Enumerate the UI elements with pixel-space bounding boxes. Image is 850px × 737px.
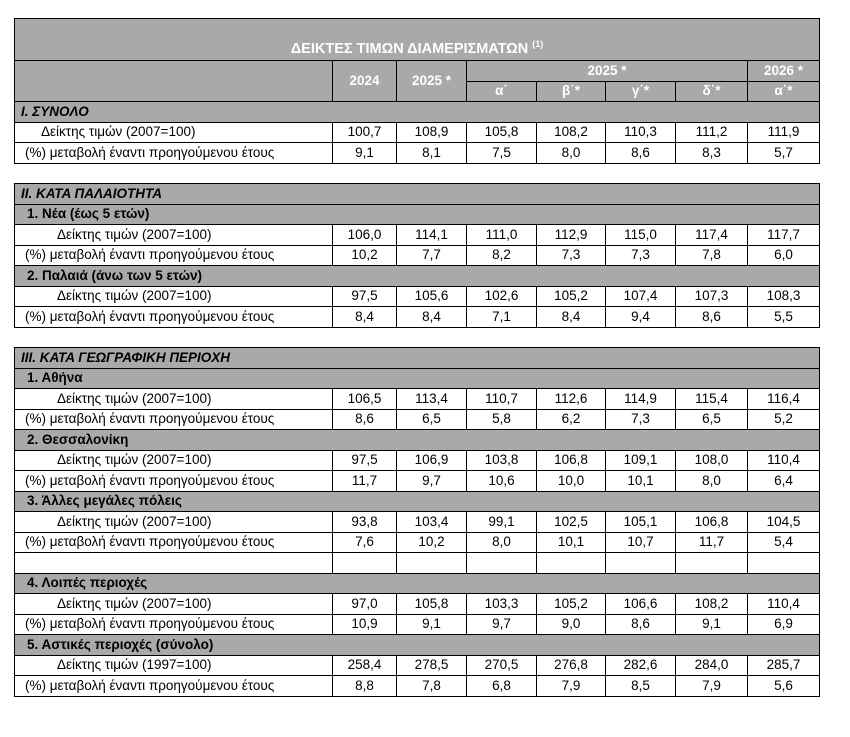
- row-label: (%) μεταβολή έναντι προηγούμενου έτους: [15, 307, 333, 328]
- group-header-row: [15, 204, 820, 225]
- value-cell: 8,8: [333, 676, 397, 697]
- spacer-cell: [467, 163, 537, 184]
- table-body: [15, 19, 820, 697]
- value-cell: 106,9: [397, 450, 467, 471]
- empty-cell: [397, 553, 467, 574]
- value-cell: 10,1: [606, 471, 676, 492]
- table-row: [15, 409, 820, 430]
- table-row: [15, 614, 820, 635]
- value-cell: 107,3: [676, 286, 748, 307]
- value-cell: 105,2: [537, 286, 606, 307]
- value-cell: 8,0: [676, 471, 748, 492]
- group-title: 2. Θεσσαλονίκη: [15, 430, 820, 451]
- table-row: [15, 286, 820, 307]
- table-title-note: (1): [532, 39, 544, 50]
- value-cell: 10,0: [537, 471, 606, 492]
- value-cell: 112,9: [537, 225, 606, 246]
- value-cell: 117,4: [676, 225, 748, 246]
- spacer-cell: [397, 163, 467, 184]
- value-cell: 8,2: [467, 245, 537, 266]
- spacer-cell: [15, 163, 333, 184]
- value-cell: 5,2: [748, 409, 820, 430]
- value-cell: 102,5: [537, 512, 606, 533]
- section-header-row: [15, 348, 820, 369]
- row-label: Δείκτης τιμών (2007=100): [15, 594, 333, 615]
- value-cell: 7,3: [537, 245, 606, 266]
- spacer-cell: [15, 327, 333, 348]
- row-label: Δείκτης τιμών (2007=100): [15, 225, 333, 246]
- value-cell: 5,7: [748, 143, 820, 164]
- value-cell: 97,5: [333, 450, 397, 471]
- value-cell: 108,3: [748, 286, 820, 307]
- value-cell: 97,5: [333, 286, 397, 307]
- spacer-cell: [748, 327, 820, 348]
- price-index-table: [14, 18, 820, 697]
- value-cell: 108,2: [537, 122, 606, 143]
- group-header-row: [15, 368, 820, 389]
- value-cell: 285,7: [748, 655, 820, 676]
- spacer-cell: [333, 327, 397, 348]
- value-cell: 105,1: [606, 512, 676, 533]
- value-cell: 8,0: [537, 143, 606, 164]
- header-2024: 2024: [333, 61, 397, 102]
- row-label: Δείκτης τιμών (2007=100): [15, 512, 333, 533]
- value-cell: 8,1: [397, 143, 467, 164]
- value-cell: 8,6: [606, 143, 676, 164]
- value-cell: 110,7: [467, 389, 537, 410]
- row-label: Δείκτης τιμών (1997=100): [15, 655, 333, 676]
- spacer-cell: [397, 327, 467, 348]
- value-cell: 105,6: [397, 286, 467, 307]
- value-cell: 93,8: [333, 512, 397, 533]
- value-cell: 270,5: [467, 655, 537, 676]
- header-quarter: β΄*: [537, 81, 606, 102]
- empty-row: [15, 553, 820, 574]
- value-cell: 110,4: [748, 450, 820, 471]
- empty-cell: [15, 553, 333, 574]
- value-cell: 9,7: [397, 471, 467, 492]
- group-title: 2. Παλαιά (άνω των 5 ετών): [15, 266, 820, 287]
- table-row: [15, 594, 820, 615]
- value-cell: 97,0: [333, 594, 397, 615]
- value-cell: 7,8: [397, 676, 467, 697]
- value-cell: 111,2: [676, 122, 748, 143]
- value-cell: 110,4: [748, 594, 820, 615]
- row-label: (%) μεταβολή έναντι προηγούμενου έτους: [15, 245, 333, 266]
- value-cell: 5,6: [748, 676, 820, 697]
- value-cell: 7,9: [676, 676, 748, 697]
- value-cell: 11,7: [676, 532, 748, 553]
- header-quarter: γ΄*: [606, 81, 676, 102]
- group-header-row: [15, 573, 820, 594]
- group-header-row: [15, 430, 820, 451]
- value-cell: 7,6: [333, 532, 397, 553]
- table-row: [15, 512, 820, 533]
- group-title: 1. Νέα (έως 5 ετών): [15, 204, 820, 225]
- value-cell: 11,7: [333, 471, 397, 492]
- value-cell: 113,4: [397, 389, 467, 410]
- header-2026: 2026 *: [748, 61, 820, 82]
- header-quarter: α΄*: [748, 81, 820, 102]
- value-cell: 103,8: [467, 450, 537, 471]
- row-label: (%) μεταβολή έναντι προηγούμενου έτους: [15, 532, 333, 553]
- row-label: Δείκτης τιμών (2007=100): [15, 450, 333, 471]
- row-label: Δείκτης τιμών (2007=100): [15, 389, 333, 410]
- empty-cell: [606, 553, 676, 574]
- empty-cell: [748, 553, 820, 574]
- group-header-row: [15, 635, 820, 656]
- table-row: [15, 676, 820, 697]
- value-cell: 5,4: [748, 532, 820, 553]
- value-cell: 115,0: [606, 225, 676, 246]
- group-title: 4. Λοιπές περιοχές: [15, 573, 820, 594]
- value-cell: 99,1: [467, 512, 537, 533]
- value-cell: 108,0: [676, 450, 748, 471]
- spacer-cell: [676, 327, 748, 348]
- section-header-row: [15, 102, 820, 123]
- value-cell: 9,4: [606, 307, 676, 328]
- value-cell: 7,5: [467, 143, 537, 164]
- row-label: (%) μεταβολή έναντι προηγούμενου έτους: [15, 143, 333, 164]
- value-cell: 8,0: [467, 532, 537, 553]
- value-cell: 9,7: [467, 614, 537, 635]
- value-cell: 258,4: [333, 655, 397, 676]
- section-header-row: [15, 184, 820, 205]
- value-cell: 7,7: [397, 245, 467, 266]
- table-row: [15, 471, 820, 492]
- table-row: [15, 389, 820, 410]
- group-title: 3. Άλλες μεγάλες πόλεις: [15, 491, 820, 512]
- value-cell: 8,3: [676, 143, 748, 164]
- value-cell: 111,0: [467, 225, 537, 246]
- value-cell: 108,2: [676, 594, 748, 615]
- value-cell: 9,1: [333, 143, 397, 164]
- section-title: ΙΙ. ΚΑΤΑ ΠΑΛΑΙΟΤΗΤΑ: [15, 184, 820, 205]
- value-cell: 9,1: [397, 614, 467, 635]
- value-cell: 6,2: [537, 409, 606, 430]
- table-row: [15, 122, 820, 143]
- value-cell: 115,4: [676, 389, 748, 410]
- value-cell: 117,7: [748, 225, 820, 246]
- header-2025: 2025 *: [397, 61, 467, 102]
- header-quarter: δ΄*: [676, 81, 748, 102]
- section-spacer: [15, 327, 820, 348]
- value-cell: 10,1: [537, 532, 606, 553]
- value-cell: 112,6: [537, 389, 606, 410]
- table-row: [15, 143, 820, 164]
- value-cell: 278,5: [397, 655, 467, 676]
- value-cell: 7,1: [467, 307, 537, 328]
- value-cell: 10,6: [467, 471, 537, 492]
- value-cell: 6,4: [748, 471, 820, 492]
- empty-cell: [467, 553, 537, 574]
- value-cell: 284,0: [676, 655, 748, 676]
- value-cell: 114,1: [397, 225, 467, 246]
- header-quarter: α΄: [467, 81, 537, 102]
- group-title: 1. Αθήνα: [15, 368, 820, 389]
- value-cell: 5,5: [748, 307, 820, 328]
- row-label: (%) μεταβολή έναντι προηγούμενου έτους: [15, 614, 333, 635]
- value-cell: 103,4: [397, 512, 467, 533]
- spacer-cell: [606, 327, 676, 348]
- value-cell: 276,8: [537, 655, 606, 676]
- value-cell: 116,4: [748, 389, 820, 410]
- value-cell: 8,5: [606, 676, 676, 697]
- value-cell: 106,6: [606, 594, 676, 615]
- value-cell: 108,9: [397, 122, 467, 143]
- spacer-cell: [606, 163, 676, 184]
- group-header-row: [15, 491, 820, 512]
- value-cell: 7,3: [606, 245, 676, 266]
- table-row: [15, 307, 820, 328]
- table-title-text: ΔΕΙΚΤΕΣ ΤΙΜΩΝ ΔΙΑΜΕΡΙΣΜΑΤΩΝ: [290, 41, 529, 57]
- spacer-cell: [537, 327, 606, 348]
- value-cell: 106,8: [537, 450, 606, 471]
- value-cell: 106,0: [333, 225, 397, 246]
- row-label: Δείκτης τιμών (2007=100): [15, 286, 333, 307]
- value-cell: 8,4: [537, 307, 606, 328]
- group-header-row: [15, 266, 820, 287]
- value-cell: 7,8: [676, 245, 748, 266]
- value-cell: 109,1: [606, 450, 676, 471]
- row-label: Δείκτης τιμών (2007=100): [15, 122, 333, 143]
- value-cell: 7,9: [537, 676, 606, 697]
- value-cell: 8,6: [333, 409, 397, 430]
- value-cell: 105,8: [397, 594, 467, 615]
- row-label: (%) μεταβολή έναντι προηγούμενου έτους: [15, 409, 333, 430]
- value-cell: 114,9: [606, 389, 676, 410]
- value-cell: 103,3: [467, 594, 537, 615]
- table-row: [15, 532, 820, 553]
- value-cell: 6,0: [748, 245, 820, 266]
- row-label: (%) μεταβολή έναντι προηγούμενου έτους: [15, 471, 333, 492]
- value-cell: 102,6: [467, 286, 537, 307]
- table-title: [15, 19, 820, 61]
- spacer-cell: [676, 163, 748, 184]
- value-cell: 10,9: [333, 614, 397, 635]
- value-cell: 110,3: [606, 122, 676, 143]
- value-cell: 105,8: [467, 122, 537, 143]
- table-row: [15, 245, 820, 266]
- value-cell: 105,2: [537, 594, 606, 615]
- value-cell: 10,2: [397, 532, 467, 553]
- value-cell: 107,4: [606, 286, 676, 307]
- group-title: 5. Αστικές περιοχές (σύνολο): [15, 635, 820, 656]
- value-cell: 100,7: [333, 122, 397, 143]
- empty-cell: [676, 553, 748, 574]
- spacer-cell: [467, 327, 537, 348]
- section-title: Ι. ΣΥΝΟΛΟ: [15, 102, 820, 123]
- value-cell: 6,8: [467, 676, 537, 697]
- value-cell: 10,7: [606, 532, 676, 553]
- value-cell: 6,5: [676, 409, 748, 430]
- empty-cell: [537, 553, 606, 574]
- table-row: [15, 655, 820, 676]
- value-cell: 9,0: [537, 614, 606, 635]
- header-2025-quarters-group: 2025 *: [467, 61, 748, 82]
- empty-cell: [333, 553, 397, 574]
- value-cell: 7,3: [606, 409, 676, 430]
- value-cell: 8,6: [676, 307, 748, 328]
- value-cell: 8,4: [397, 307, 467, 328]
- spacer-cell: [537, 163, 606, 184]
- header-blank: [15, 61, 333, 102]
- value-cell: 8,4: [333, 307, 397, 328]
- value-cell: 6,9: [748, 614, 820, 635]
- value-cell: 111,9: [748, 122, 820, 143]
- row-label: (%) μεταβολή έναντι προηγούμενου έτους: [15, 676, 333, 697]
- value-cell: 106,5: [333, 389, 397, 410]
- table-row: [15, 225, 820, 246]
- value-cell: 5,8: [467, 409, 537, 430]
- value-cell: 10,2: [333, 245, 397, 266]
- value-cell: 106,8: [676, 512, 748, 533]
- value-cell: 282,6: [606, 655, 676, 676]
- section-spacer: [15, 163, 820, 184]
- spacer-cell: [333, 163, 397, 184]
- value-cell: 104,5: [748, 512, 820, 533]
- section-title: ΙΙΙ. ΚΑΤΑ ΓΕΩΓΡΑΦΙΚΗ ΠΕΡΙΟΧΗ: [15, 348, 820, 369]
- value-cell: 9,1: [676, 614, 748, 635]
- value-cell: 6,5: [397, 409, 467, 430]
- table-row: [15, 450, 820, 471]
- spacer-cell: [748, 163, 820, 184]
- value-cell: 8,6: [606, 614, 676, 635]
